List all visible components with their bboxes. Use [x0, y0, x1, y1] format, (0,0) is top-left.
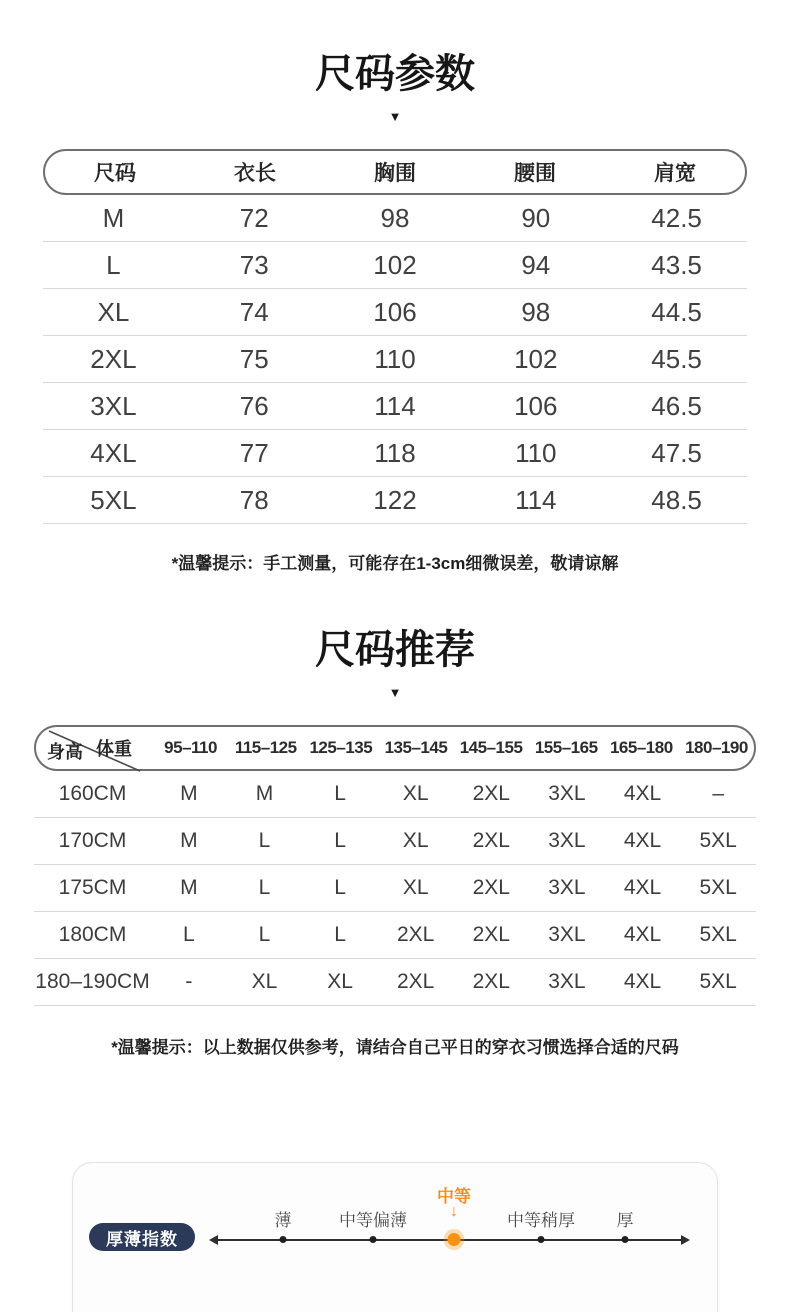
table-cell: 102: [373, 249, 417, 280]
level-dot-active: [448, 1233, 461, 1246]
level-label: 厚: [616, 1211, 634, 1230]
table-cell: M: [180, 829, 198, 852]
table-cell: 4XL: [623, 829, 662, 852]
level-label: 中等稍厚: [507, 1211, 575, 1230]
table-cell: 2XL: [90, 343, 137, 374]
table-cell: 42.5: [651, 202, 702, 233]
table-cell: 5XL: [699, 923, 737, 946]
table-cell: 110: [374, 343, 416, 374]
table-cell: M: [180, 876, 198, 899]
table-cell: L: [334, 782, 346, 805]
thickness-badge: 厚薄指数: [89, 1223, 195, 1251]
header-cell: 165–180: [609, 738, 673, 757]
measure-note: *温馨提示：手工测量，可能存在1-3cm细微误差，敬请谅解: [171, 554, 619, 573]
table-cell: 175CM: [58, 876, 127, 899]
table-cell: 180CM: [58, 923, 127, 946]
down-triangle-icon: ▼: [388, 109, 402, 124]
table-cell: 170CM: [58, 829, 127, 852]
table-cell: 102: [514, 343, 558, 374]
table-cell: 2XL: [472, 876, 510, 899]
table-cell: 78: [239, 484, 269, 515]
header-cell: 180–190: [685, 738, 748, 757]
table-cell: 3XL: [90, 390, 137, 421]
header-cell: 135–145: [384, 738, 448, 757]
table-cell: L: [106, 249, 121, 280]
table-cell: 2XL: [397, 923, 435, 946]
thickness-card: [72, 1162, 718, 1312]
table-cell: 73: [239, 249, 269, 280]
recommend-table-body: [34, 771, 756, 1006]
table-cell: L: [182, 923, 195, 946]
table-cell: 98: [521, 296, 551, 327]
table-cell: 122: [373, 484, 417, 515]
table-cell: 5XL: [699, 970, 737, 993]
size-params-section: [0, 50, 790, 574]
size-params-table: [43, 149, 747, 524]
table-cell: 2XL: [472, 923, 510, 946]
table-cell: L: [258, 876, 271, 899]
table-cell: XL: [97, 296, 130, 327]
table-cell: L: [334, 829, 346, 852]
header-cell: 125–135: [309, 738, 373, 757]
table-row: [34, 818, 756, 865]
table-cell: 75: [239, 343, 269, 374]
table-cell: XL: [402, 782, 429, 805]
table-cell: 94: [521, 249, 551, 280]
corner-label-weight: 体重: [96, 739, 132, 759]
table-cell: L: [258, 829, 271, 852]
table-cell: 43.5: [651, 249, 702, 280]
table-row: [34, 865, 756, 912]
header-cell: 尺码: [94, 162, 136, 185]
header-cell: 肩宽: [654, 162, 696, 185]
table-cell: 4XL: [623, 782, 662, 805]
down-arrow-icon: ↓: [450, 1203, 458, 1220]
table-cell: XL: [327, 970, 353, 993]
size-recommend-section: [0, 626, 790, 1058]
table-cell: L: [334, 876, 346, 899]
table-row: [34, 959, 756, 1006]
table-cell: 2XL: [472, 782, 510, 805]
table-row: [34, 771, 756, 818]
table-cell: -: [185, 970, 193, 993]
table-row: [43, 195, 747, 242]
table-cell: 4XL: [90, 437, 137, 468]
recommend-table-header-row: [34, 725, 756, 771]
table-row: [43, 430, 747, 477]
header-cell: 衣长: [234, 162, 276, 185]
header-cell: 115–125: [234, 738, 297, 757]
table-cell: L: [258, 923, 271, 946]
header-cell: 95–110: [164, 738, 217, 757]
table-cell: 44.5: [651, 296, 702, 327]
table-cell: 118: [374, 437, 416, 468]
table-cell: 4XL: [623, 923, 662, 946]
table-cell: 5XL: [699, 876, 737, 899]
section-title-size-recommend: 尺码推荐: [315, 628, 475, 672]
table-cell: 77: [239, 437, 269, 468]
table-cell: M: [102, 202, 125, 233]
level-dot: [538, 1236, 545, 1243]
section-title-size-params: 尺码参数: [315, 52, 475, 96]
header-cell: 145–155: [459, 738, 523, 757]
corner-cell: [36, 727, 153, 769]
table-cell: 48.5: [651, 484, 702, 515]
table-row: [43, 289, 747, 336]
table-cell: XL: [402, 829, 429, 852]
table-cell: 2XL: [472, 970, 510, 993]
table-cell: 46.5: [651, 390, 702, 421]
table-cell: –: [712, 782, 725, 805]
level-dot: [280, 1236, 287, 1243]
table-row: [43, 336, 747, 383]
table-cell: 110: [515, 437, 557, 468]
size-recommend-table: [34, 725, 756, 1006]
table-cell: 114: [374, 390, 416, 421]
table-cell: 2XL: [397, 970, 435, 993]
reference-note: *温馨提示：以上数据仅供参考，请结合自己平日的穿衣习惯选择合适的尺码: [111, 1038, 679, 1057]
table-cell: 106: [373, 296, 417, 327]
size-guide-page: [0, 50, 790, 1249]
table-cell: 180–190CM: [35, 970, 150, 993]
level-dot: [622, 1236, 629, 1243]
table-cell: 160CM: [58, 782, 127, 805]
table-cell: L: [334, 923, 346, 946]
down-triangle-icon: ▼: [388, 685, 402, 700]
level-label: 薄: [274, 1211, 292, 1230]
table-row: [34, 912, 756, 959]
table-cell: 4XL: [623, 970, 662, 993]
level-label: 中等偏薄: [339, 1211, 407, 1230]
table-cell: 3XL: [548, 829, 586, 852]
weight-columns: [153, 727, 754, 769]
table-cell: M: [255, 782, 274, 805]
header-cell: 155–165: [534, 738, 598, 757]
table-cell: 90: [521, 202, 551, 233]
table-cell: 45.5: [651, 343, 702, 374]
size-table-header-row: [43, 149, 747, 195]
table-cell: 76: [239, 390, 269, 421]
table-cell: 47.5: [651, 437, 702, 468]
table-cell: 74: [239, 296, 269, 327]
table-row: [43, 242, 747, 289]
table-cell: M: [180, 782, 198, 805]
table-cell: 98: [380, 202, 410, 233]
corner-label-height: 身高: [47, 742, 83, 762]
table-cell: 5XL: [90, 484, 137, 515]
table-cell: 114: [515, 484, 557, 515]
header-cell: 胸围: [374, 162, 416, 185]
table-cell: XL: [251, 970, 278, 993]
size-table-body: [43, 195, 747, 524]
table-cell: 106: [514, 390, 558, 421]
header-cell: 腰围: [514, 162, 556, 185]
table-cell: 3XL: [548, 782, 586, 805]
table-cell: 3XL: [548, 970, 586, 993]
level-dot: [370, 1236, 377, 1243]
level-label: 中等: [437, 1187, 471, 1206]
thickness-scale: [211, 1163, 688, 1312]
table-cell: 5XL: [699, 829, 737, 852]
table-cell: XL: [402, 876, 429, 899]
table-cell: 3XL: [548, 923, 586, 946]
table-cell: 4XL: [623, 876, 662, 899]
table-cell: 72: [239, 202, 269, 233]
table-row: [43, 477, 747, 524]
table-row: [43, 383, 747, 430]
table-cell: 3XL: [548, 876, 586, 899]
table-cell: 2XL: [472, 829, 510, 852]
